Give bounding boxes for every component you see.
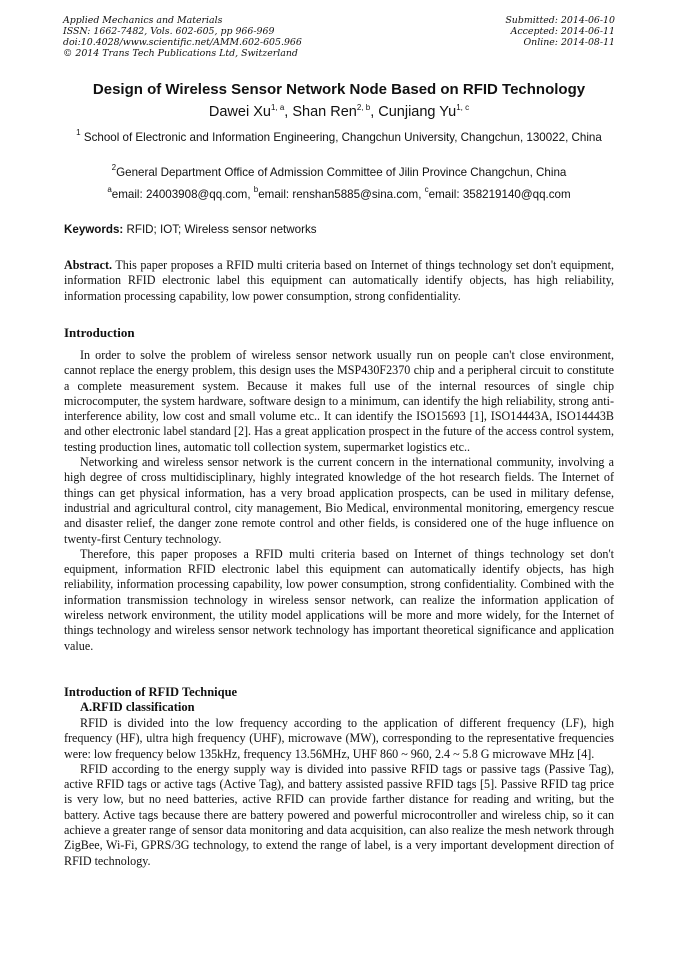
journal-name: Applied Mechanics and Materials (63, 15, 223, 26)
keywords-label: Keywords: (64, 223, 124, 236)
abstract-label: Abstract. (64, 258, 113, 272)
affiliation-superscript: 1 (76, 128, 81, 137)
introduction-body (64, 348, 614, 654)
affiliation-2 (70, 165, 608, 181)
copyright-line: © 2014 Trans Tech Publications Ltd, Switzerland (63, 48, 298, 59)
submitted-date: Submitted: 2014-06-10 (505, 15, 615, 26)
email-text: email: renshan5885@sina.com, (258, 188, 425, 201)
author-separator: , (370, 104, 379, 120)
author-list (40, 102, 638, 122)
paragraph: In order to solve the problem of wireless sensor network usually run on people can't close environment, cannot replace the energy problem, this design uses the MSP430F2370 chip and a peripheral circuit to constitute a complete measurement system. Because it makes full use of the internal resources of single chip microcomputer, the system hardware, software design to a minimum, can identify the high reliability, strong anti-interference ability, low cost and small volume etc.. It can identify the ISO15693 [1], ISO14443A, ISO14443B and other electronic label standard [2]. Has a great application prospect in the future of the access control system, testing production lines, automatic toll collection system, supermarket logistics etc.. (64, 348, 614, 454)
author-superscript: 2, b (356, 103, 371, 112)
email-superscript: a (107, 185, 112, 194)
paragraph: RFID according to the energy supply way is divided into passive RFID tags or passive tags (Passive Tag), active RFID tags or active tags (Active Tag), and battery assisted passive RFID tags [5]. Passive RFID tag price is very low, but no need batteries, active RFID can provide farther distance for reading and writing, but the battery. Active tags because there are battery powered and powerful microcontroller and wireless chip, so it can achieve a greater range of sensor data monitoring and data acquisition, can also realize the mesh network through ZigBee, Wi-Fi, GPRS/3G technology, to extend the range of label, is a very important development direction of RFID technology. (64, 761, 614, 868)
email-text: email: 358219140@qq.com (428, 188, 571, 201)
author-superscript: 1, c (456, 103, 470, 112)
paragraph: Therefore, this paper proposes a RFID multi criteria based on Internet of things technology set don't equipment, information RFID electronic label this equipment can automatically identify objects, has high reliability, information processing capability, low power consumption, strong confidentiality. Combined with the information transmission technology in wireless sensor network, can realize the information application of wireless network environment, the utility model applications will be more and more widely, for the Internet of things technology and wireless sensor network technology has important theoretical significance and application value. (64, 546, 614, 653)
online-date: Online: 2014-08-11 (523, 37, 615, 48)
author-superscript: 1, a (270, 103, 285, 112)
author-separator: , (284, 104, 293, 120)
affiliation-text: General Department Office of Admission Committee of Jilin Province Changchun, China (116, 166, 567, 179)
author-name: Shan Ren (292, 104, 357, 120)
affiliation-superscript: 2 (111, 163, 117, 172)
email-superscript: c (424, 185, 429, 194)
submission-dates (505, 15, 615, 48)
paragraph: Networking and wireless sensor network is the current concern in the international community, involving a high degree of cross multidisciplinary, highly integrated knowledge of the hot research fields. The Internet of things can get physical information, has a very broad application prospects, can be used in military defense, industrial and agricultural control, city management, Bio Medical, environmental monitoring, emergency rescue and disaster relief, the danger zone remote control and other fields, is considered one of the huge influence on twenty-first Century technology. (64, 455, 614, 546)
email-superscript: b (253, 185, 259, 194)
journal-info (63, 15, 302, 59)
author-name: Cunjiang Yu (378, 104, 457, 120)
keywords-line (64, 222, 614, 238)
subsection-heading-rfid-classification: A.RFID classification (80, 700, 195, 714)
section-heading-introduction: Introduction (64, 325, 135, 340)
keywords-text: RFID; IOT; Wireless sensor networks (123, 223, 317, 236)
issn-line: ISSN: 1662-7482, Vols. 602-605, pp 966-969 (63, 26, 275, 37)
paragraph: RFID is divided into the low frequency according to the application of different frequency (LF), high frequency (HF), ultra high frequency (UHF), microwave (MW), corresponding to the representative frequencies were: low frequency below 135kHz, frequency 13.56MHz, UHF 860 ~ 960, 2.4 ~ 5.8 G microwave MHz [4]. (64, 716, 614, 761)
email-text: email: 24003908@qq.com, (111, 188, 254, 201)
paper-title: Design of Wireless Sensor Network Node Based on RFID Technology (92, 81, 586, 98)
affiliation-text: School of Electronic and Information Engineering, Changchun University, Changchun, 130022, China (80, 131, 602, 144)
author-name: Dawei Xu (208, 104, 271, 120)
abstract-text: This paper proposes a RFID multi criteria based on Internet of things technology set don't equipment, information RFID electronic label this equipment can automatically identify objects, has high reliability, information processing capability, low power consumption, strong confidentiality. (64, 258, 614, 303)
accepted-date: Accepted: 2014-06-11 (510, 26, 615, 37)
doi-line: doi:10.4028/www.scientific.net/AMM.602-605.966 (63, 37, 302, 48)
section-heading-rfid-technique: Introduction of RFID Technique (64, 685, 238, 699)
rfid-body (64, 716, 614, 869)
email-list (40, 187, 638, 203)
abstract (64, 258, 614, 304)
affiliation-1 (70, 130, 608, 146)
